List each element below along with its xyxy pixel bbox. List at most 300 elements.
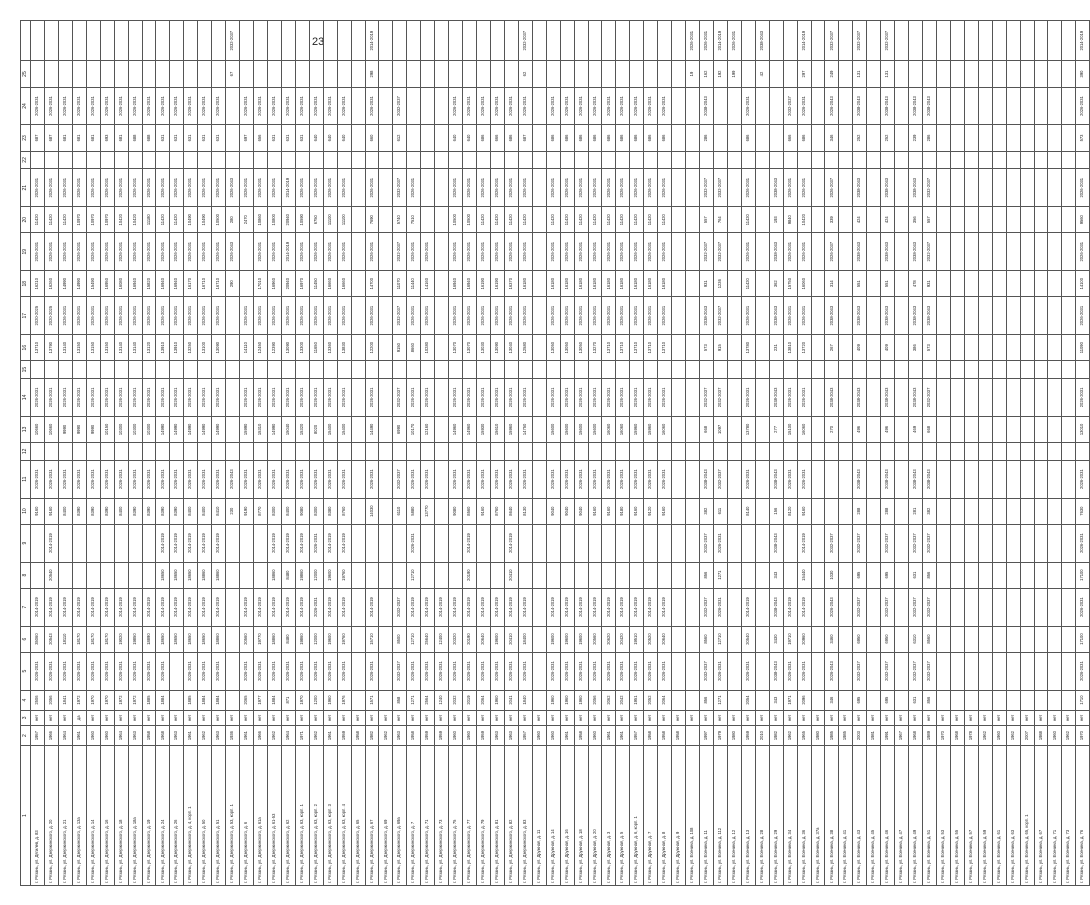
- table-cell: [658, 442, 672, 460]
- table-cell: 8390: [128, 498, 142, 524]
- table-cell: 1972: [72, 690, 86, 710]
- table-cell: [1006, 61, 1020, 87]
- table-cell: 15930: [477, 416, 491, 442]
- table-cell: 346: [825, 125, 839, 151]
- table-cell: 14490: [365, 416, 379, 442]
- table-cell: 12200: [365, 335, 379, 361]
- table-cell: [393, 21, 407, 62]
- table-cell: [895, 442, 909, 460]
- table-cell: 2038-2043: [909, 87, 923, 125]
- table-cell: [337, 151, 351, 169]
- table-cell: 2014-2019: [170, 588, 184, 626]
- table-cell: [100, 151, 114, 169]
- address-cell: г. Рязань, ул. Есенина, д. 59: [978, 746, 992, 886]
- table-cell: [727, 690, 741, 710]
- table-cell: 1959: [741, 726, 755, 746]
- table-row: [323, 21, 337, 886]
- table-cell: 2032-2037: [226, 21, 240, 62]
- table-cell: 1884: [198, 690, 212, 710]
- table-cell: 1961: [560, 726, 574, 746]
- table-cell: 2026-2031: [546, 169, 560, 207]
- table-cell: [1034, 378, 1048, 416]
- table-row: [58, 21, 72, 886]
- table-cell: [936, 690, 950, 710]
- table-cell: 1958: [351, 726, 365, 746]
- table-cell: [379, 498, 393, 524]
- table-cell: 18650: [198, 626, 212, 652]
- table-cell: [379, 652, 393, 690]
- table-cell: 2026-2031: [365, 169, 379, 207]
- table-cell: [769, 361, 783, 379]
- table-cell: 2026-2031: [100, 297, 114, 335]
- address-cell: г. Рязань, ул. Есенина, д. 108: [686, 746, 700, 886]
- table-cell: [895, 297, 909, 335]
- table-cell: [254, 151, 268, 169]
- table-cell: [226, 125, 240, 151]
- address-cell: г. Рязань, ул. Дзержинского, д. 77: [463, 746, 477, 886]
- table-cell: [86, 151, 100, 169]
- table-cell: [616, 442, 630, 460]
- table-cell: 1960: [560, 690, 574, 710]
- table-cell: [1020, 61, 1034, 87]
- table-cell: [936, 61, 950, 87]
- table-cell: [964, 87, 978, 125]
- table-cell: 10170: [407, 416, 421, 442]
- address-cell: г. Рязань, ул. Дзержинского, д. 21: [58, 746, 72, 886]
- table-row: [839, 21, 853, 886]
- table-cell: 573: [1076, 125, 1090, 151]
- table-cell: [44, 361, 58, 379]
- table-cell: [658, 151, 672, 169]
- table-cell: [435, 125, 449, 151]
- table-cell: [226, 626, 240, 652]
- table-cell: [741, 61, 755, 87]
- table-cell: 16190: [477, 271, 491, 297]
- table-cell: [783, 524, 797, 562]
- table-cell: 20640: [477, 626, 491, 652]
- table-cell: [978, 460, 992, 498]
- table-cell: 16180: [616, 271, 630, 297]
- table-cell: [602, 524, 616, 562]
- table-cell: [839, 87, 853, 125]
- table-cell: 2026-2031: [142, 297, 156, 335]
- table-cell: 2026-2031: [240, 169, 254, 207]
- table-cell: [365, 562, 379, 588]
- table-row: [560, 21, 574, 886]
- table-cell: 2026-2031: [518, 169, 532, 207]
- table-cell: [379, 61, 393, 87]
- table-cell: [755, 460, 769, 498]
- table-cell: 687: [44, 125, 58, 151]
- table-cell: 1980: [811, 726, 825, 746]
- table-cell: [769, 87, 783, 125]
- table-cell: [755, 652, 769, 690]
- table-cell: 2014-2019: [198, 588, 212, 626]
- table-cell: [727, 626, 741, 652]
- table-cell: 2026-2031: [267, 169, 281, 207]
- table-cell: [100, 562, 114, 588]
- table-cell: [435, 498, 449, 524]
- table-cell: [1034, 562, 1048, 588]
- table-cell: 681: [72, 125, 86, 151]
- table-cell: [1020, 378, 1034, 416]
- table-cell: 2026-2031: [337, 652, 351, 690]
- table-cell: [212, 442, 226, 460]
- table-cell: нет: [658, 710, 672, 725]
- address-cell: г. Рязань, ул. Дзержинского, д. 63, корп. 3: [323, 746, 337, 886]
- table-cell: 13050: [560, 335, 574, 361]
- table-cell: [741, 562, 755, 588]
- table-cell: [616, 61, 630, 87]
- table-cell: 2026-2031: [1076, 652, 1090, 690]
- table-cell: 2026-2031: [602, 378, 616, 416]
- table-cell: [546, 442, 560, 460]
- table-cell: 2564: [421, 690, 435, 710]
- table-cell: 2038-2043: [881, 297, 895, 335]
- table-cell: 8410: [212, 498, 226, 524]
- table-cell: 8500: [393, 626, 407, 652]
- table-cell: 2026-2031: [72, 652, 86, 690]
- table-cell: 2026-2031: [337, 169, 351, 207]
- table-cell: [936, 233, 950, 271]
- table-cell: 1962: [1062, 726, 1076, 746]
- table-cell: [1048, 416, 1062, 442]
- table-cell: 2026-2031: [560, 652, 574, 690]
- table-cell: 2026-2031: [658, 652, 672, 690]
- table-cell: 2026-2031: [560, 297, 574, 335]
- table-cell: [811, 416, 825, 442]
- table-cell: [713, 361, 727, 379]
- table-cell: 2026-2031: [281, 378, 295, 416]
- table-cell: [532, 125, 546, 151]
- table-cell: 2038-2043: [700, 460, 714, 498]
- table-cell: [686, 588, 700, 626]
- table-cell: 2026-2031: [477, 652, 491, 690]
- table-cell: 12710: [713, 626, 727, 652]
- table-cell: [867, 652, 881, 690]
- table-cell: 1240: [435, 690, 449, 710]
- table-cell: [713, 442, 727, 460]
- table-cell: 18170: [86, 626, 100, 652]
- table-cell: 1964: [114, 726, 128, 746]
- table-cell: 2014-2019: [741, 588, 755, 626]
- table-cell: [351, 233, 365, 271]
- table-cell: 1960: [532, 726, 546, 746]
- table-cell: [58, 61, 72, 87]
- table-cell: 2026-2031: [142, 169, 156, 207]
- address-cell: г. Рязань, ул. Дружная, д. 5: [616, 746, 630, 886]
- table-row: [992, 21, 1006, 886]
- table-cell: [727, 498, 741, 524]
- table-cell: нет: [1076, 710, 1090, 725]
- table-cell: [686, 169, 700, 207]
- table-cell: 1097: [713, 416, 727, 442]
- table-cell: [755, 626, 769, 652]
- table-cell: [811, 87, 825, 125]
- table-cell: 660: [365, 125, 379, 151]
- table-cell: [240, 151, 254, 169]
- table-cell: 2506: [31, 690, 45, 710]
- table-cell: [212, 61, 226, 87]
- header-cell: 10: [21, 498, 31, 524]
- table-cell: 2026-2031: [421, 652, 435, 690]
- table-cell: 18650: [170, 626, 184, 652]
- table-cell: [867, 460, 881, 498]
- table-cell: [811, 588, 825, 626]
- table-cell: [895, 588, 909, 626]
- table-cell: 10420: [114, 207, 128, 233]
- table-cell: 631: [184, 125, 198, 151]
- table-cell: [254, 61, 268, 87]
- table-row: [727, 21, 741, 886]
- table-cell: [909, 151, 923, 169]
- table-cell: 2026-2031: [295, 169, 309, 207]
- table-cell: 2026-2043: [825, 87, 839, 125]
- table-cell: 1961: [602, 726, 616, 746]
- table-row: [435, 21, 449, 886]
- table-cell: 551: [853, 271, 867, 297]
- table-cell: 2026-2031: [504, 460, 518, 498]
- table-cell: 2014-2019: [518, 588, 532, 626]
- table-cell: [351, 652, 365, 690]
- table-cell: [867, 361, 881, 379]
- table-cell: 14700: [365, 271, 379, 297]
- table-cell: 2026-2031: [546, 233, 560, 271]
- table-cell: [1006, 233, 1020, 271]
- table-cell: нет: [267, 710, 281, 725]
- table-cell: 2014-2019: [100, 588, 114, 626]
- table-cell: 1962: [379, 726, 393, 746]
- table-cell: [978, 442, 992, 460]
- address-cell: г. Рязань, ул. Есенина, д. 46: [881, 746, 895, 886]
- address-cell: г. Рязань, ул. Есенина, д. 29: [769, 746, 783, 886]
- table-cell: [393, 61, 407, 87]
- table-cell: 2038-2043: [923, 87, 937, 125]
- table-cell: 2026-2031: [309, 588, 323, 626]
- table-cell: [546, 524, 560, 562]
- table-cell: [267, 442, 281, 460]
- table-cell: 2026-2031: [267, 233, 281, 271]
- table-cell: 2038-2043: [881, 378, 895, 416]
- table-cell: 2026-2031: [184, 460, 198, 498]
- header-cell: 24: [21, 87, 31, 125]
- table-cell: [504, 151, 518, 169]
- table-row: [463, 21, 477, 886]
- table-cell: [727, 125, 741, 151]
- table-cell: 10490: [198, 207, 212, 233]
- table-cell: [449, 524, 463, 562]
- table-cell: [1020, 233, 1034, 271]
- table-cell: 2026-2031: [602, 460, 616, 498]
- table-cell: [978, 169, 992, 207]
- table-cell: 13830: [337, 335, 351, 361]
- table-cell: 386: [909, 335, 923, 361]
- table-cell: [839, 271, 853, 297]
- address-cell: г. Рязань, ул. Есенина, д. 63: [1006, 746, 1020, 886]
- table-cell: 2026-2031: [44, 460, 58, 498]
- table-cell: 16710: [198, 271, 212, 297]
- table-cell: [867, 335, 881, 361]
- table-cell: [755, 690, 769, 710]
- table-cell: 12000: [309, 626, 323, 652]
- table-cell: 1951: [630, 690, 644, 710]
- table-cell: 2026-2031: [309, 524, 323, 562]
- table-cell: [923, 442, 937, 460]
- table-cell: 8300: [309, 498, 323, 524]
- table-cell: [532, 416, 546, 442]
- table-cell: [435, 297, 449, 335]
- table-row: [825, 21, 839, 886]
- table-row: [128, 21, 142, 886]
- table-cell: [351, 297, 365, 335]
- table-cell: [142, 21, 156, 62]
- table-cell: [1006, 652, 1020, 690]
- table-cell: [532, 498, 546, 524]
- table-cell: 1972: [128, 690, 142, 710]
- table-cell: 2026-2031: [560, 87, 574, 125]
- table-cell: [170, 361, 184, 379]
- table-cell: [351, 626, 365, 652]
- table-cell: [644, 61, 658, 87]
- table-cell: 2032-2037: [713, 297, 727, 335]
- table-cell: [672, 690, 686, 710]
- table-cell: 2014-2019: [170, 524, 184, 562]
- table-cell: 15600: [560, 416, 574, 442]
- table-cell: 10300: [114, 416, 128, 442]
- table-cell: [435, 416, 449, 442]
- table-cell: [1006, 271, 1020, 297]
- table-cell: [1020, 524, 1034, 562]
- table-cell: [992, 524, 1006, 562]
- table-cell: 1980: [727, 726, 741, 746]
- table-cell: [727, 87, 741, 125]
- table-cell: [393, 562, 407, 588]
- table-cell: 2014-2019: [477, 588, 491, 626]
- table-cell: [532, 297, 546, 335]
- table-cell: 25640: [421, 626, 435, 652]
- table-row: [602, 21, 616, 886]
- table-cell: 2026-2031: [490, 87, 504, 125]
- table-row: [658, 21, 672, 886]
- table-cell: [421, 207, 435, 233]
- table-cell: 2038-2043: [769, 233, 783, 271]
- table-cell: 2026-2031: [463, 87, 477, 125]
- table-cell: 2032-2037: [923, 233, 937, 271]
- table-cell: 2026-2031: [58, 169, 72, 207]
- table-cell: [1006, 378, 1020, 416]
- table-cell: 2026-2031: [170, 233, 184, 271]
- address-cell: г. Рязань, ул. Дзержинского, д. 69а: [393, 746, 407, 886]
- address-cell: г. Рязань, ул. Есенина, д. 65, корп. 1: [1020, 746, 1034, 886]
- table-cell: 2026-2043: [226, 169, 240, 207]
- table-cell: 687: [31, 125, 45, 151]
- table-cell: 2026-2031: [365, 378, 379, 416]
- table-cell: [964, 652, 978, 690]
- table-cell: [184, 61, 198, 87]
- table-cell: [755, 87, 769, 125]
- table-cell: [727, 442, 741, 460]
- table-cell: 18650: [184, 626, 198, 652]
- table-cell: [644, 361, 658, 379]
- table-cell: 16940: [156, 271, 170, 297]
- table-cell: 2032-2037: [923, 588, 937, 626]
- table-cell: 2026-2031: [72, 378, 86, 416]
- table-row: [31, 21, 45, 886]
- table-cell: 1967: [895, 726, 909, 746]
- table-cell: 2026-2031: [337, 233, 351, 271]
- table-cell: [435, 271, 449, 297]
- table-cell: 12000: [309, 562, 323, 588]
- table-cell: 2026-2031: [128, 297, 142, 335]
- table-cell: [560, 562, 574, 588]
- table-cell: 281: [909, 498, 923, 524]
- table-cell: 8640: [504, 498, 518, 524]
- table-cell: 13150: [100, 335, 114, 361]
- table-cell: [379, 21, 393, 62]
- table-cell: 2026-2031: [797, 378, 811, 416]
- table-cell: [1020, 21, 1034, 62]
- table-cell: 2026-2031: [546, 87, 560, 125]
- table-cell: 8400: [281, 498, 295, 524]
- table-cell: [686, 335, 700, 361]
- table-cell: [867, 442, 881, 460]
- header-row: [21, 21, 31, 886]
- table-cell: [588, 21, 602, 62]
- table-cell: 2026-2031: [58, 652, 72, 690]
- table-cell: [686, 361, 700, 379]
- table-cell: [755, 271, 769, 297]
- table-cell: 1958: [644, 726, 658, 746]
- table-cell: нет: [909, 710, 923, 725]
- table-cell: [254, 562, 268, 588]
- table-cell: [867, 498, 881, 524]
- table-cell: [644, 442, 658, 460]
- table-cell: [811, 562, 825, 588]
- table-cell: 1959: [337, 726, 351, 746]
- table-cell: [978, 361, 992, 379]
- table-cell: 1966: [44, 726, 58, 746]
- table-cell: 11420: [504, 207, 518, 233]
- table-cell: [616, 562, 630, 588]
- table-cell: 2026-2031: [198, 169, 212, 207]
- header-cell: 5: [21, 652, 31, 690]
- table-cell: 2032: [449, 690, 463, 710]
- table-cell: 15310: [254, 416, 268, 442]
- table-cell: [351, 378, 365, 416]
- table-cell: [1020, 498, 1034, 524]
- table-cell: 2014-2019: [281, 233, 295, 271]
- table-cell: [978, 626, 992, 652]
- table-cell: [546, 61, 560, 87]
- table-cell: 2014-2019: [713, 21, 727, 62]
- table-cell: [574, 524, 588, 562]
- table-cell: [588, 61, 602, 87]
- table-row: [379, 21, 393, 886]
- table-cell: 2014-2019: [602, 588, 616, 626]
- table-cell: [755, 207, 769, 233]
- table-cell: [658, 524, 672, 562]
- table-cell: 2014-2019: [644, 588, 658, 626]
- table-cell: [727, 169, 741, 207]
- table-cell: 1971: [783, 690, 797, 710]
- table-cell: 2026-2031: [477, 169, 491, 207]
- address-cell: г. Рязань, ул. Дружная, д. 9: [672, 746, 686, 886]
- table-cell: 2014-2019: [421, 588, 435, 626]
- table-cell: [1062, 588, 1076, 626]
- table-cell: 10590: [295, 207, 309, 233]
- table-cell: 2026-2031: [240, 378, 254, 416]
- table-cell: [644, 524, 658, 562]
